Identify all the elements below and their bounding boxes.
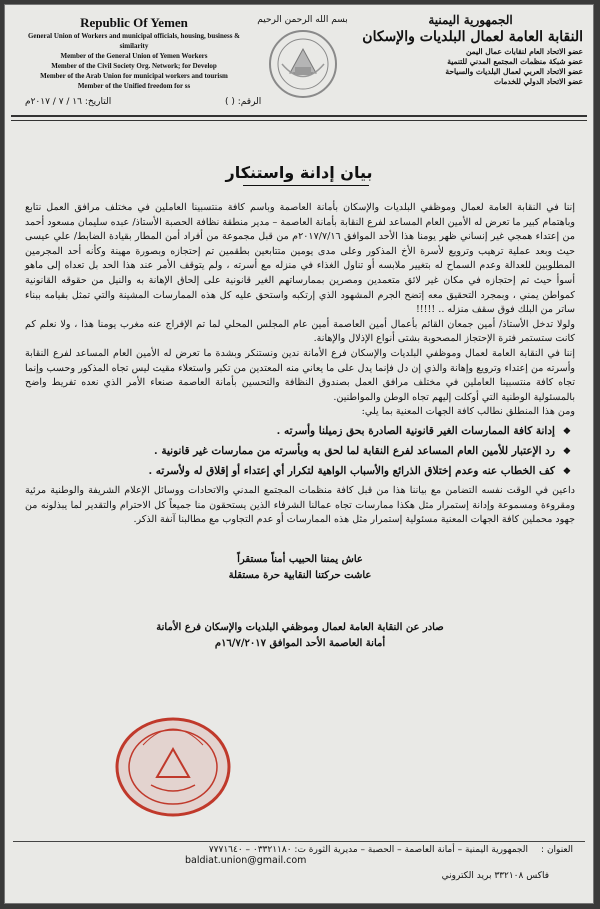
issue-date-line: أمانة العاصمة الأحد الموافق ١٦/٧/٢٠١٧م [214, 637, 386, 649]
demand-item [25, 462, 575, 482]
demand-item [25, 442, 575, 462]
demand-text: رد الإعتبار للأمين العام المساعد لفرع النقابة لما لحق به وبأسرته من ممارسات غير قانونية . [154, 444, 555, 457]
email-address: baldiat.union@gmail.com [185, 855, 307, 866]
footer-divider [13, 841, 585, 842]
diamond-bullet-icon: ❖ [562, 426, 571, 437]
demand-text: إدانة كافة الممارسات الغير قانونية الصادرة بحق زميلنا وأسرته . [276, 424, 555, 437]
arabic-membership-line: عضو الاتحاد العربي لعمال البلديات والسياحة [445, 67, 583, 76]
footer [25, 845, 573, 901]
arabic-membership-line: عضو شبكة منظمات المجتمع المدني للتنمية [447, 57, 583, 66]
closing-slogans [25, 552, 575, 584]
statement-title: بيان إدانة واستنكار [225, 163, 373, 182]
english-country-name: Republic Of Yemen [80, 15, 188, 30]
arabic-membership-line: عضو الاتحاد الدولي للخدمات [494, 77, 583, 86]
diamond-bullet-icon: ❖ [562, 466, 571, 477]
address-label: العنوان : [541, 845, 573, 855]
address-text: الجمهورية اليمنية – أمانة العاصمة – الحصبة – مديرية الثورة ت: ٠٣٣٢١١٨٠ – ٧٧٧١٦٤٠ [208, 845, 528, 855]
arabic-membership-line: عضو الاتحاد العام لنقابات عمال اليمن [465, 47, 583, 56]
body-paragraph: ومن هذا المنطلق نطالب كافة الجهات المعنية بما يلي: [361, 406, 575, 418]
statement-body [25, 201, 575, 652]
english-membership-line: Member of the General Union of Yemen Workers [60, 52, 208, 60]
demands-list [25, 422, 575, 482]
diamond-bullet-icon: ❖ [562, 446, 571, 457]
header-center [240, 15, 365, 103]
demand-item [25, 422, 575, 442]
body-paragraph: إننا في النقابة العامة لعمال وموظفي البلديات والإسكان بأمانة العاصمة وباسم كافة منتسبينا العاملين في مختلف مرافق العمل نتابع وباهتمام كبير ما تعرض له الأمين العام المساعد لفرع النقابة بأمانة العاصمة – مدير منطقة نظافة الحصبة الأستاذ/ عبده سليمان مسعود أحمد من إعتداء همجي غير إنساني ظهر يومنا هذا الأحد الموافق ٢٠١٧/٧/١٦م من قبل مجموعة من أفراد أمن المطار بقيادة الضابط/ علي عيسى حيث وبعد عملية ترهيب وترويع لأسرة الأخ المذكور وعلى مدى يومين متتابعين بطقمين تم إحتجازه وبصورة مهينة وكأنه أحد المجرمين المطلوبين للعدالة وعدم السماح له بتغيير ملابسه أو تناول الغذاء في منزله مع أسرته ، ولم يتوقف الأمر عند هذا الحد بل تعداه إلى ماهو أسوأ حيث تم إحتجازه في مكان غير لائق متعمدين ومصرين بممارساتهم الغير قانونية على إلحاق الإهانة به والنيل من حقوقه القانونية كمواطن يمني ، وبمجرد التحقيق معه إتضح الجرم المشهود الذي إرتكبه واستحق عليه كل هذه الممارسات المشينة والتي تمثل بقيامه ببناء ساتر من البلك فوق سقف منزله .. !!!!! [25, 202, 575, 316]
union-emblem-icon [268, 29, 338, 99]
header-divider [11, 115, 587, 121]
title-underline [243, 185, 369, 186]
fax-email-label: فاكس ٣٣٢١٠٨ بريد الكتروني [441, 871, 549, 881]
letterhead [5, 5, 593, 117]
english-header [19, 15, 249, 91]
closing-line: عاش يمننا الحبيب أمناً مستقراً [237, 553, 363, 565]
basmala: بسم الله الرحمن الرحيم [257, 15, 348, 25]
closing-line: عاشت حركتنا النقابية حرة مستقلة [228, 569, 372, 581]
reference-date: التاريخ: ١٦ / ٧ / ٢٠١٧م [25, 97, 112, 107]
english-membership-line: Member of the Unified freedom for ss [77, 82, 191, 90]
demand-text: كف الخطاب عنه وعدم إختلاق الذرائع والأسباب الواهية لتكرار أي إعتداء أو إقلاق له ولأسرته . [148, 464, 555, 477]
issuer-line: صادر عن النقابة العامة لعمال وموظفي البلديات والإسكان فرع الأمانة [156, 621, 444, 633]
english-membership-line: Member of the Arab Union for municipal workers and tourism [40, 72, 228, 80]
english-membership-line: Member of the Civil Society Org. Network; for Develop [51, 62, 217, 70]
body-paragraph: إننا في النقابة العامة لعمال وموظفي البلديات والإسكان فرع الأمانة ندين ونستنكر وبشدة ما تعرض له الأمين العام المساعد لفرع النقابة وأسرته من إعتداء وترويع وإهانة والذي إن دل فإنما يدل على ما يعاني منه المعتدين من تكبر واستعلاء مقيت ليس تجاه المذكور وحسب وإنما تجاه كافة منتسبينا العاملين في مختلف مرافق العمل بصندوق النظافة والتحسين بأمانة العاصمة صنعاء الأمر الذي نعده تفريط واضح بالمسئولية الوطنية التي أوكلت إليهم تجاه الوطن والمواطنين. [25, 347, 575, 403]
arabic-header [358, 13, 583, 87]
call-paragraph: داعين في الوقت نفسه التضامن مع بياننا هذا من قبل كافة منظمات المجتمع المدني والاتحادات ووسائل الإعلام الشريفة والوطنية مرئية ومقروءة ومسموعة وإدانة إستمرار مثل هكذا ممارسات تجاه عمالنا الشرفاء الذين يستحقون منا جميعاً كل الاحترام والتقدير لما يبذلونه من جهود محملين كافة الجهات المعنية مسئولية إستمرار مثل هذه الممارسات أو عدم التجاوب مع مطالبنا آنفة الذكر. [25, 484, 575, 526]
reference-number: الرقم: ( ) [225, 97, 262, 107]
english-union-name: General Union of Workers and municipal officials, housing, business & similarity [27, 32, 241, 50]
arabic-union-name: النقابة العامة لعمال البلديات والإسكان [362, 29, 583, 45]
signature-block [25, 620, 575, 652]
body-paragraph: ولولا تدخل الأستاذ/ أمين جمعان القائم بأعمال أمين العاصمة أمين عام المجلس المحلي لما تم الإفراج عنه مغرب يومنا هذا ، ولا نعلم كم كانت ستستمر فترة الإحتجاز المصحوبة بشتى أنواع الإذلال والإهانة. [25, 318, 575, 345]
arabic-country-name: الجمهورية اليمنية [428, 13, 513, 27]
document-page [4, 4, 594, 904]
official-stamp-icon [113, 715, 233, 820]
